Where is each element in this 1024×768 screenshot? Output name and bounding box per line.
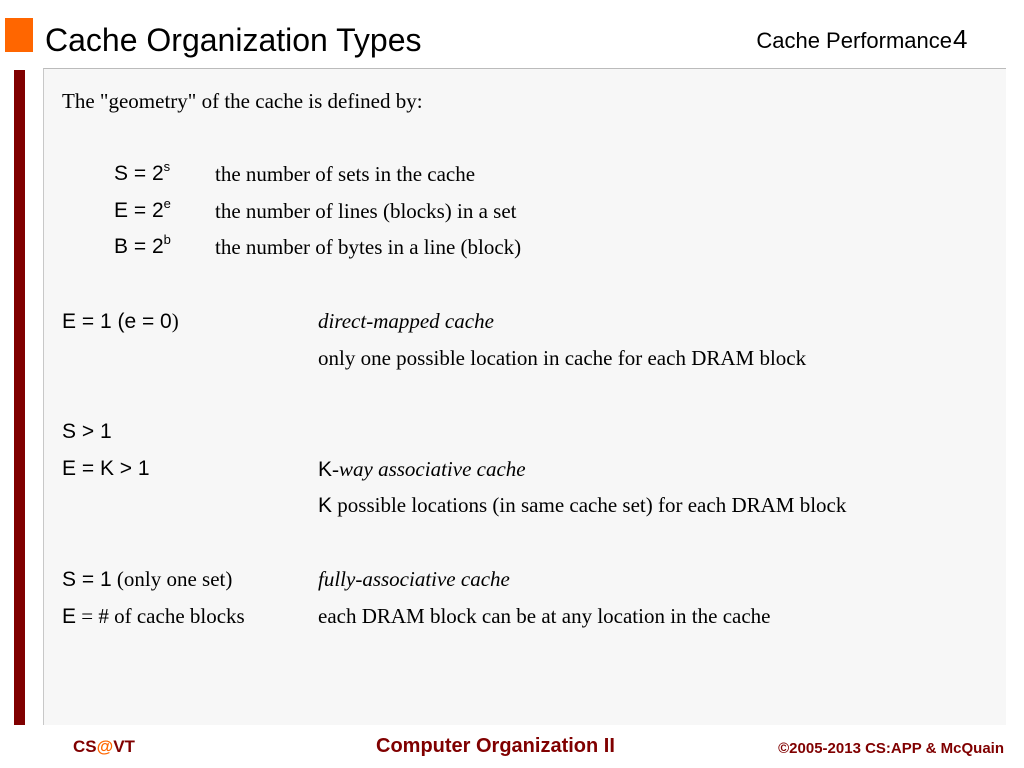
footer-copyright: ©2005-2013 CS:APP & McQuain [778, 740, 1004, 757]
orange-accent-square [5, 18, 33, 52]
intro-text: The "geometry" of the cache is defined by: [62, 89, 423, 113]
slide-number: 4 [953, 24, 968, 54]
kway-name: K-way associative cache [318, 457, 526, 481]
definition-formula: $S = 2^s$ [114, 159, 171, 185]
slide-title: Cache Organization Types [45, 22, 422, 58]
direct-mapped-description: only one possible location in cache for each DRAM block [318, 346, 807, 370]
kway-condition-lines: E = K > 1 [62, 457, 150, 480]
footer-course: Computer Organization II [376, 735, 615, 757]
fully-associative-description: each DRAM block can be at any location in the cache [318, 604, 771, 628]
direct-mapped-name: direct-mapped cache [318, 309, 494, 333]
fully-associative-name: fully-associative cache [318, 567, 510, 591]
kway-condition-sets: S > 1 [62, 420, 112, 443]
fully-condition-sets: S = 1 (only one set) [62, 567, 233, 591]
definition-description: the number of sets in the cache [215, 162, 476, 186]
kway-description: K possible locations (in same cache set) for each DRAM block [318, 493, 847, 517]
left-accent-bar [14, 70, 25, 725]
footer-org: CS@VT [73, 737, 135, 756]
content-panel [43, 68, 1006, 725]
section-title: Cache Performance [756, 28, 952, 53]
definition-description: the number of bytes in a line (block) [215, 235, 522, 259]
definition-formula: $E = 2^e$ [114, 196, 171, 222]
definition-description: the number of lines (blocks) in a set [215, 199, 517, 223]
fully-condition-lines: E = # of cache blocks [62, 604, 245, 628]
definition-formula: $B = 2^b$ [114, 232, 171, 258]
direct-mapped-condition: E = 1 (e = 0) [62, 309, 179, 333]
